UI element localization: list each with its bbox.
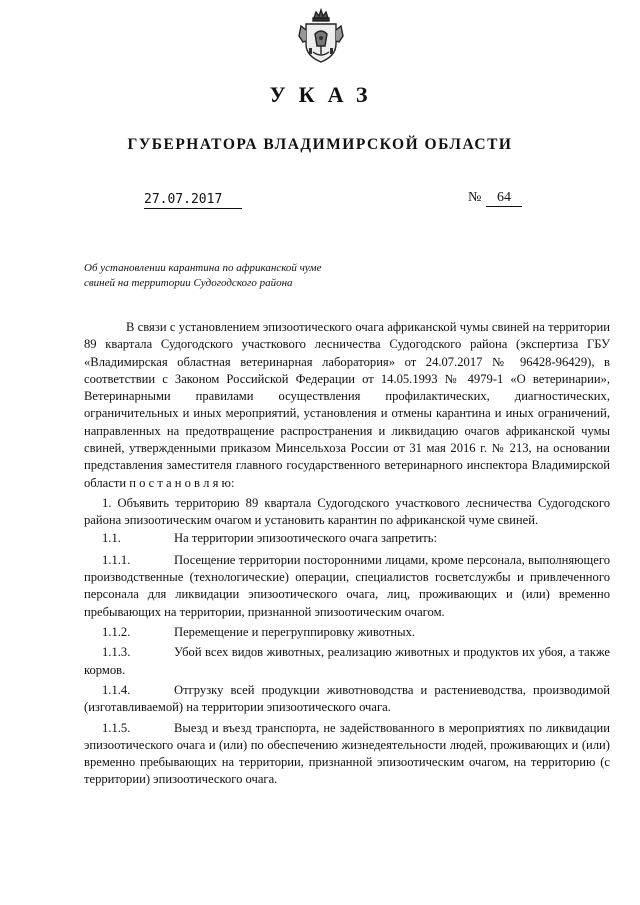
- document-date: 27.07.2017: [144, 192, 242, 209]
- clause-text: Отгрузку всей продукции животноводства и растениеводства, производимой (изготавливаемой) на территории эпизоотического очага.: [84, 682, 610, 715]
- clause-text: Убой всех видов животных, реализацию животных и продуктов их убоя, а также кормов.: [84, 645, 610, 677]
- clause-1-1-1: [84, 552, 610, 621]
- document-type-title: УКАЗ: [269, 82, 381, 107]
- issuer-title: ГУБЕРНАТОРА ВЛАДИМИРСКОЙ ОБЛАСТИ: [127, 136, 513, 153]
- clause-1-1: [84, 530, 610, 547]
- subject-line: свиней на территории Судогодского района: [84, 277, 293, 289]
- coat-of-arms-emblem: [297, 8, 345, 66]
- clause-text: Перемещение и перегруппировку животных.: [174, 625, 416, 640]
- document-number-label: №: [468, 190, 482, 205]
- preamble-paragraph: [84, 319, 610, 492]
- subject-line: Об установлении карантина по африканской чуме: [84, 262, 322, 274]
- document-subject: [84, 261, 384, 291]
- clause-1-1-2: [84, 624, 610, 641]
- decree-word: п о с т а н о в л я ю:: [129, 475, 235, 490]
- clause-1-1-5: [84, 720, 610, 789]
- clause-1: 1. Объявить территорию 89 квартала Судогодского участкового лесничества Судогодского района эпизоотическим очагом и установить карантин по африканской чуме свиней.: [84, 495, 610, 528]
- preamble-text: В связи с установлением эпизоотического очага африканской чумы свиней на территории 89 квартала Судогодского участкового лесничества Судогодского района (экспертиза ГБУ «Владимирская областная ветеринарная лаборатория» от 24.07.2017 № 96428-96429), в соответствии с Законом Российской Федерации от 14.05.1993 № 4979-1 «О ветеринарии», Ветеринарными правилами осуществления профилактических, диагностических, ограничительных и иных мероприятий, установления и отмены карантина и иных ограничений, направленных на предотвращение распространения и ликвидацию очагов африканской чумы свиней, утвержденными приказом Минсельхоза России от 31 мая 2016 г. № 213, на основании представления заместителя главного государственного ветеринарного инспектора Владимирской области: [84, 320, 610, 490]
- clause-label: 1.1.5.: [102, 720, 131, 735]
- clause-label: 1.1.3.: [102, 645, 131, 660]
- document-body: [84, 319, 610, 789]
- clause-label: 1.1.4.: [102, 682, 131, 697]
- clause-1-1-4: [84, 682, 610, 717]
- clause-text: Посещение территории посторонними лицами, кроме персонала, выполняющего производственные (технологические) операции, специалистов госветслужбы и привлеченного персонала для ликвидации эпизоотического очага, лиц, проживающих и (или) временно пребывающих на территории, признанной эпизоотическим очагом.: [84, 552, 610, 619]
- clause-1-1-3: [84, 644, 610, 679]
- clause-text: На территории эпизоотического очага запретить:: [174, 530, 437, 545]
- clause-label: 1.1.2.: [102, 625, 131, 640]
- clause-label: 1.1.: [102, 530, 121, 545]
- clause-label: 1.1.1.: [102, 552, 131, 567]
- clause-text: Выезд и въезд транспорта, не задействованного в мероприятиях по ликвидации эпизоотического очага и (или) по обеспечению жизнедеятельности людей, проживающих и (или) временно пребывающих на территории, признанной эпизоотическим очагом, на территорию (с территории) эпизоотического очага.: [84, 720, 610, 787]
- document-number: 64: [486, 190, 522, 207]
